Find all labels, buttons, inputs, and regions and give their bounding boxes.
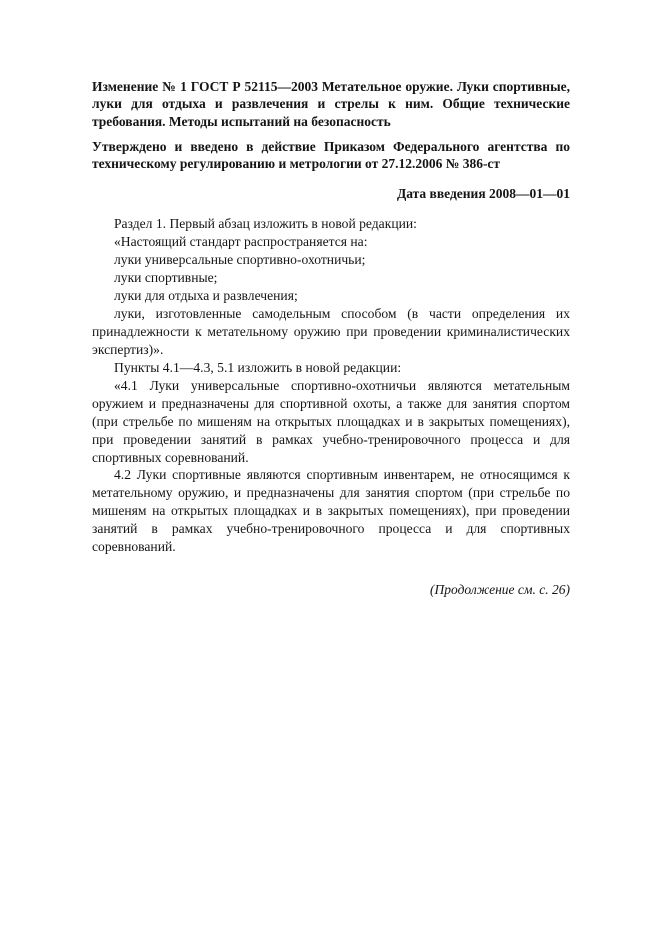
document-content [92, 78, 570, 598]
body-paragraph: Пункты 4.1—4.3, 5.1 изложить в новой редакции: [114, 359, 402, 375]
body-paragraph: 4.2 Луки спортивные являются спортивным инвентарем, не относящимся к метательному оружию, и предназначены для занятия спортом (при стрельбе по мишеням на открытых площадках и в закрытых помещениях), при проведении занятий в рамках учебно-тренировочного процесса и для спортивных соревнований. [92, 467, 570, 555]
continuation-note: (Продолжение см. с. 26) [430, 582, 570, 598]
body-paragraph: луки для отдыха и развлечения; [114, 288, 298, 304]
body-paragraph: «4.1 Луки универсальные спортивно-охотничьи являются метательным оружием и предназначены для спортивной охоты, а также для занятия спортом (при стрельбе по мишеням на открытых площадках и в закрытых помещениях), при проведении занятий в рамках учебно-тренировочного процесса и для спортивных соревнований. [92, 377, 570, 465]
body-paragraph: луки спортивные; [114, 270, 218, 286]
body-paragraph: Раздел 1. Первый абзац изложить в новой редакции: [114, 216, 417, 232]
effective-date: Дата введения 2008—01—01 [396, 186, 570, 202]
amendment-title: Изменение № 1 ГОСТ Р 52115—2003 Метательное оружие. Луки спортивные, луки для отдыха и развлечения и стрелы к ним. Общие технические требования. Методы испытаний на безопасность [92, 79, 570, 129]
body-paragraph: луки универсальные спортивно-охотничьи; [114, 252, 366, 268]
body-paragraph: луки, изготовленные самодельным способом (в части определения их принадлежности к метательному оружию при проведении криминалистических экспертиз)». [92, 306, 570, 357]
approval-paragraph: Утверждено и введено в действие Приказом Федерального агентства по техническому регулированию и метрологии от 27.12.2006 № 386-ст [92, 138, 570, 172]
body-paragraph: «Настоящий стандарт распространяется на: [114, 234, 368, 250]
